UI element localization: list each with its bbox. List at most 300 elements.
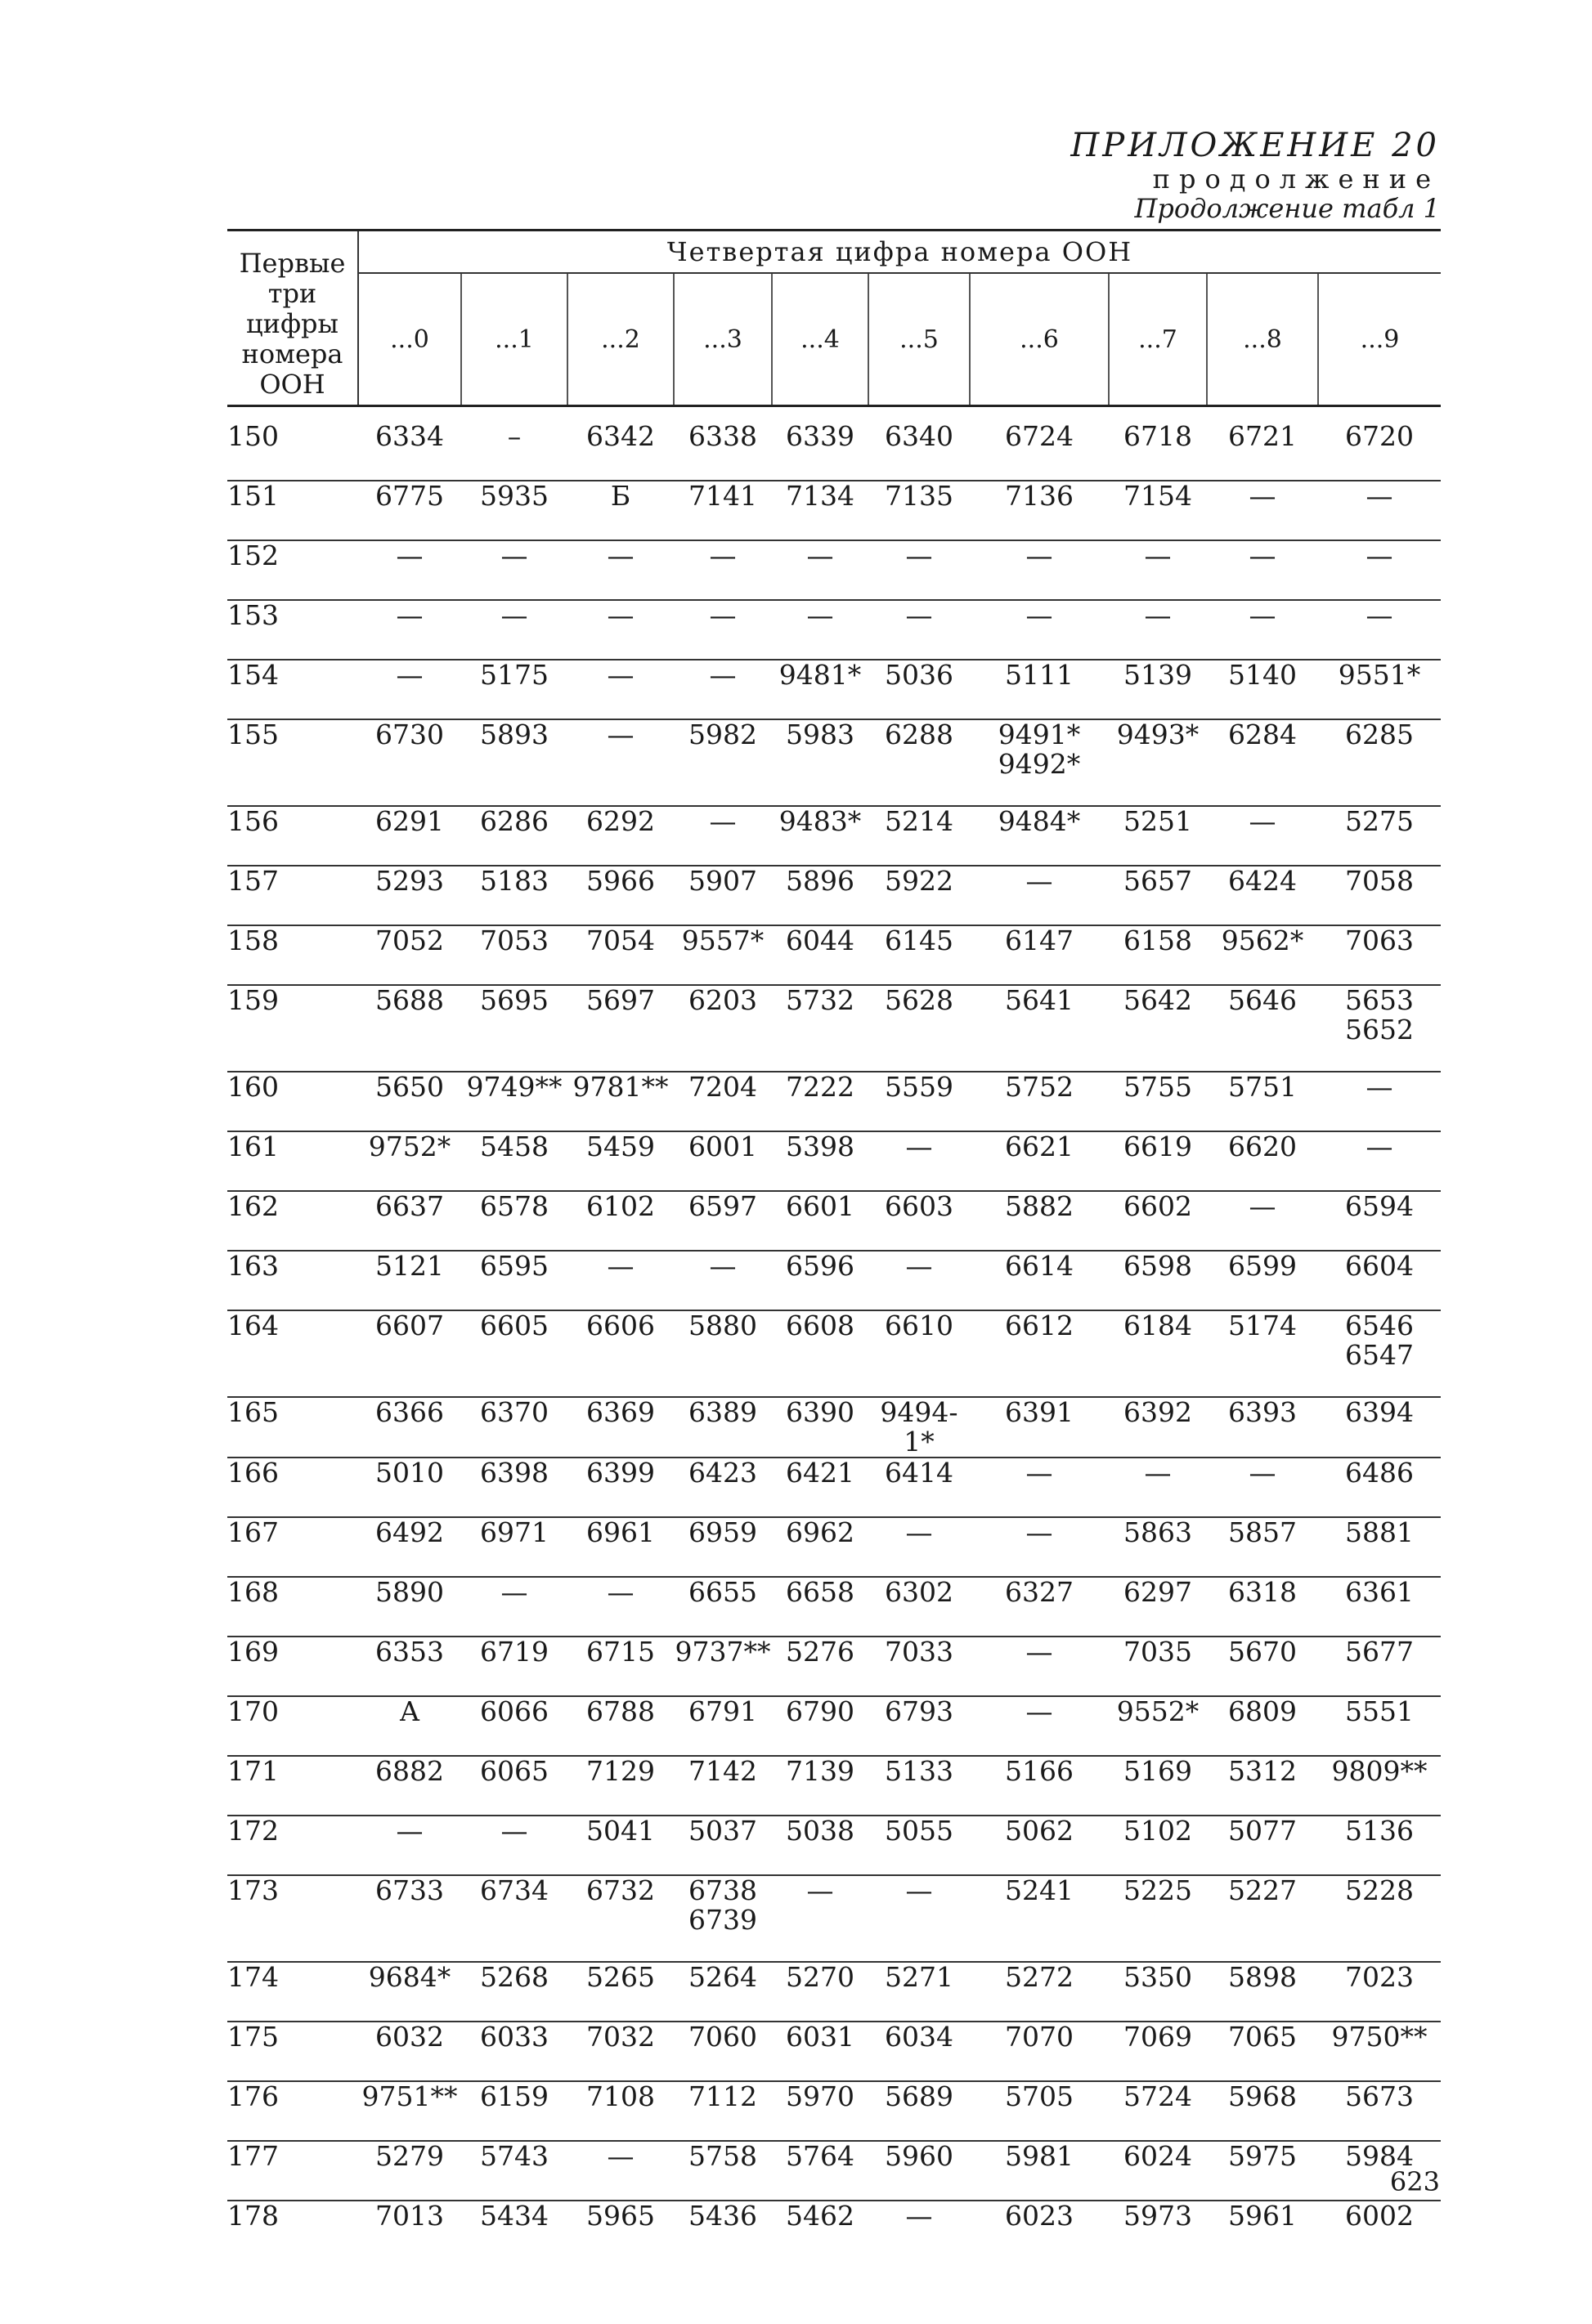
table-cell: 5133 bbox=[868, 1756, 970, 1816]
table-cell: 7070 bbox=[970, 2022, 1109, 2081]
table-cell: — bbox=[674, 600, 772, 660]
table-cell: 5275 bbox=[1318, 806, 1441, 866]
table-cell: 5758 bbox=[674, 2141, 772, 2201]
table-cell: 5225 bbox=[1109, 1875, 1207, 1962]
table-cell: 5981 bbox=[970, 2141, 1109, 2201]
column-header: ...5 bbox=[868, 273, 970, 406]
table-cell: 7013 bbox=[375, 2200, 444, 2232]
table-cell: 7108 bbox=[567, 2081, 674, 2141]
table-cell: 6292 bbox=[567, 806, 674, 866]
table-cell: 7069 bbox=[1109, 2022, 1207, 2081]
table-cell: 6065 bbox=[461, 1756, 567, 1816]
table-cell: — bbox=[868, 540, 970, 600]
table-cell: 6102 bbox=[567, 1191, 674, 1251]
table-row bbox=[227, 481, 1441, 540]
table-cell: 7154 bbox=[1109, 481, 1207, 540]
table-cell: 7058 bbox=[1318, 866, 1441, 925]
table-cell: — bbox=[970, 1517, 1109, 1577]
table-row bbox=[227, 422, 1441, 481]
table-cell: — bbox=[358, 600, 461, 660]
table-cell: 9551* bbox=[1318, 660, 1441, 719]
table-cell: — bbox=[1318, 1072, 1441, 1131]
table-cell: 6730 bbox=[358, 719, 461, 806]
table-cell: 5743 bbox=[461, 2141, 567, 2201]
table-cell: 6147 bbox=[970, 925, 1109, 985]
table-cell: 6604 bbox=[1318, 1251, 1441, 1310]
table-row bbox=[227, 1072, 1441, 1131]
row-key: 161 bbox=[227, 1131, 358, 1191]
table-cell: 5241 bbox=[970, 1875, 1109, 1962]
table-cell: 6971 bbox=[461, 1517, 567, 1577]
table-cell: 6608 bbox=[772, 1310, 868, 1397]
table-cell: 6601 bbox=[772, 1191, 868, 1251]
table-cell: 5276 bbox=[772, 1637, 868, 1696]
row-key: 159 bbox=[227, 985, 358, 1072]
table-cell: 6791 bbox=[674, 1696, 772, 1756]
table-cell: 5175 bbox=[461, 660, 567, 719]
table-cell: 7141 bbox=[674, 481, 772, 540]
table-cell: — bbox=[1207, 600, 1318, 660]
table-cell: 9491* 9492* bbox=[970, 719, 1109, 806]
table-row bbox=[227, 866, 1441, 925]
row-key: 155 bbox=[227, 719, 358, 806]
table-cell: — bbox=[674, 1251, 772, 1310]
table-cell: 6597 bbox=[674, 1191, 772, 1251]
table-cell: 6184 bbox=[1109, 1310, 1207, 1397]
table-cell: — bbox=[970, 1458, 1109, 1517]
table-cell: 6369 bbox=[567, 1397, 674, 1458]
table-cell: 6790 bbox=[772, 1696, 868, 1756]
table-cell: 7035 bbox=[1109, 1637, 1207, 1696]
table-cell: 6034 bbox=[868, 2022, 970, 2081]
table-cell: 6391 bbox=[970, 1397, 1109, 1458]
table-cell: 7065 bbox=[1207, 2022, 1318, 2081]
table-cell: 5863 bbox=[1109, 1517, 1207, 1577]
table-cell: — bbox=[358, 660, 461, 719]
table-cell: 6033 bbox=[461, 2022, 567, 2081]
table-cell: — bbox=[905, 2200, 933, 2232]
table-cell: 9750** bbox=[1318, 2022, 1441, 2081]
row-key: 165 bbox=[227, 1397, 358, 1458]
table-cell: — bbox=[1207, 481, 1318, 540]
table-cell: 5973 bbox=[1123, 2200, 1192, 2232]
table-cell: 6733 bbox=[358, 1875, 461, 1962]
table-cell: 5689 bbox=[868, 2081, 970, 2141]
table-cell: 5279 bbox=[358, 2141, 461, 2201]
table-cell: 5975 bbox=[1207, 2141, 1318, 2201]
table-cell: 7063 bbox=[1318, 925, 1441, 985]
row-header-line: Первые bbox=[239, 247, 346, 279]
table-cell: 5551 bbox=[1318, 1696, 1441, 1756]
table-cell: — bbox=[1207, 1191, 1318, 1251]
table-cell: 6032 bbox=[358, 2022, 461, 2081]
table-cell: 5657 bbox=[1109, 866, 1207, 925]
table-row bbox=[227, 660, 1441, 719]
table-cell: — bbox=[868, 600, 970, 660]
table-cell: 5265 bbox=[567, 1962, 674, 2022]
table-cell: 5966 bbox=[567, 866, 674, 925]
row-header-line: номера bbox=[241, 338, 343, 369]
table-cell: 6610 bbox=[868, 1310, 970, 1397]
table-cell: 6366 bbox=[358, 1397, 461, 1458]
table-cell: 9494-1* bbox=[868, 1397, 970, 1458]
row-key: 152 bbox=[227, 540, 358, 600]
table-cell: 7053 bbox=[461, 925, 567, 985]
table-cell: 5398 bbox=[772, 1131, 868, 1191]
table-cell: — bbox=[1318, 1131, 1441, 1191]
table-row bbox=[227, 540, 1441, 600]
table-cell: 6398 bbox=[461, 1458, 567, 1517]
table-cell: — bbox=[567, 600, 674, 660]
table-cell: — bbox=[970, 600, 1109, 660]
table-cell: 5922 bbox=[868, 866, 970, 925]
row-key: 162 bbox=[227, 1191, 358, 1251]
table-cell: — bbox=[1318, 600, 1441, 660]
column-header: ...2 bbox=[567, 273, 674, 406]
table-cell: 7129 bbox=[567, 1756, 674, 1816]
table-cell: 6721 bbox=[1207, 422, 1318, 481]
table-cell: 6327 bbox=[970, 1577, 1109, 1637]
column-header: ...3 bbox=[674, 273, 772, 406]
table-row bbox=[227, 1875, 1441, 1962]
table-cell: 6793 bbox=[868, 1696, 970, 1756]
column-header: ...6 bbox=[970, 273, 1109, 406]
row-key: 173 bbox=[227, 1875, 358, 1962]
row-key: 151 bbox=[227, 481, 358, 540]
column-group-header: Четвертая цифра номера ООН bbox=[358, 231, 1441, 274]
table-cell: 5139 bbox=[1109, 660, 1207, 719]
table-cell: — bbox=[868, 1131, 970, 1191]
row-key: 164 bbox=[227, 1310, 358, 1397]
table-cell: 6655 bbox=[674, 1577, 772, 1637]
table-cell: 7142 bbox=[674, 1756, 772, 1816]
table-cell: 5102 bbox=[1109, 1816, 1207, 1875]
table-row bbox=[227, 719, 1441, 806]
column-header: ...8 bbox=[1207, 273, 1318, 406]
table-cell: 7023 bbox=[1318, 1962, 1441, 2022]
table-cell: — bbox=[970, 1696, 1109, 1756]
table-cell: — bbox=[1109, 540, 1207, 600]
table-cell: — bbox=[1109, 1458, 1207, 1517]
table-cell: — bbox=[868, 1875, 970, 1962]
table-cell: 5983 bbox=[772, 719, 868, 806]
table-cell: — bbox=[1318, 540, 1441, 600]
table-cell: 6492 bbox=[358, 1517, 461, 1577]
table-cell: 5984 bbox=[1318, 2141, 1441, 2201]
table-cell: 5880 bbox=[674, 1310, 772, 1397]
table-cell: 5010 bbox=[358, 1458, 461, 1517]
table-cell: 7112 bbox=[674, 2081, 772, 2141]
table-cell: — bbox=[674, 660, 772, 719]
table-cell: 6297 bbox=[1109, 1577, 1207, 1637]
table-cell: 5968 bbox=[1207, 2081, 1318, 2141]
table-cell: 5881 bbox=[1318, 1517, 1441, 1577]
table-cell: 5755 bbox=[1109, 1072, 1207, 1131]
table-row bbox=[227, 1816, 1441, 1875]
table-cell: 6788 bbox=[567, 1696, 674, 1756]
table-row bbox=[227, 1131, 1441, 1191]
table-cell: 9557* bbox=[674, 925, 772, 985]
table-cell: 6288 bbox=[868, 719, 970, 806]
column-header: ...9 bbox=[1318, 273, 1441, 406]
table-cell: 6546 6547 bbox=[1318, 1310, 1441, 1397]
table-cell: 6318 bbox=[1207, 1577, 1318, 1637]
table-cell: 6738 6739 bbox=[674, 1875, 772, 1962]
table-cell: 6720 bbox=[1318, 422, 1441, 481]
table-cell: 5982 bbox=[674, 719, 772, 806]
table-cell: — bbox=[358, 540, 461, 600]
table-row bbox=[227, 1696, 1441, 1756]
table-cell: — bbox=[868, 1517, 970, 1577]
table-cell: 5228 bbox=[1318, 1875, 1441, 1962]
table-cell: 5214 bbox=[868, 806, 970, 866]
table-cell: 7136 bbox=[970, 481, 1109, 540]
table-cell: 5121 bbox=[358, 1251, 461, 1310]
table-cell: 6607 bbox=[358, 1310, 461, 1397]
table-cell: 5677 bbox=[1318, 1637, 1441, 1696]
row-key: 160 bbox=[227, 1072, 358, 1131]
table-cell: — bbox=[567, 1251, 674, 1310]
table-cell: 6598 bbox=[1109, 1251, 1207, 1310]
table-cell: 7032 bbox=[567, 2022, 674, 2081]
table-cell: – bbox=[461, 422, 567, 481]
table-cell: 7052 bbox=[358, 925, 461, 985]
table-cell: 5641 bbox=[970, 985, 1109, 1072]
table-cell: 6031 bbox=[772, 2022, 868, 2081]
table-cell: 5673 bbox=[1318, 2081, 1441, 2141]
table-cell: — bbox=[970, 866, 1109, 925]
table-cell: 6606 bbox=[567, 1310, 674, 1397]
table-cell: 6414 bbox=[868, 1458, 970, 1517]
table-cell: 6370 bbox=[461, 1397, 567, 1458]
row-key: 176 bbox=[227, 2081, 358, 2141]
table-cell: 6342 bbox=[567, 422, 674, 481]
table-cell: 6393 bbox=[1207, 1397, 1318, 1458]
table-cell: 5350 bbox=[1109, 1962, 1207, 2022]
table-cell: 6285 bbox=[1318, 719, 1441, 806]
row-key: 166 bbox=[227, 1458, 358, 1517]
table-cell: 5251 bbox=[1109, 806, 1207, 866]
table-cell: 6424 bbox=[1207, 866, 1318, 925]
table-cell: 5646 bbox=[1207, 985, 1318, 1072]
table-cell: 5166 bbox=[970, 1756, 1109, 1816]
table-cell: 6001 bbox=[674, 1131, 772, 1191]
table-cell: 6024 bbox=[1109, 2141, 1207, 2201]
table-cell: 6002 bbox=[1345, 2200, 1414, 2232]
row-key: 167 bbox=[227, 1517, 358, 1577]
table-cell: 9562* bbox=[1207, 925, 1318, 985]
un-number-table bbox=[227, 229, 1441, 2259]
row-key: 172 bbox=[227, 1816, 358, 1875]
table-cell: 6809 bbox=[1207, 1696, 1318, 1756]
table-cell: 7033 bbox=[868, 1637, 970, 1696]
table-cell: — bbox=[970, 540, 1109, 600]
table-cell: 5970 bbox=[772, 2081, 868, 2141]
table-cell: 6719 bbox=[461, 1637, 567, 1696]
table-cell: 6286 bbox=[461, 806, 567, 866]
table-cell: 5893 bbox=[461, 719, 567, 806]
table-cell: Б bbox=[567, 481, 674, 540]
table-row bbox=[227, 1756, 1441, 1816]
table-cell: 6614 bbox=[970, 1251, 1109, 1310]
table-cell: 6044 bbox=[772, 925, 868, 985]
row-key: 153 bbox=[227, 600, 358, 660]
table-cell: 5896 bbox=[772, 866, 868, 925]
table-cell: — bbox=[1318, 481, 1441, 540]
table-row bbox=[227, 1310, 1441, 1397]
table-cell: 5628 bbox=[868, 985, 970, 1072]
table-row bbox=[227, 600, 1441, 660]
table-cell: 9751** bbox=[358, 2081, 461, 2141]
table-cell: 6339 bbox=[772, 422, 868, 481]
table-cell: 5038 bbox=[772, 1816, 868, 1875]
table-cell: — bbox=[1207, 806, 1318, 866]
table-cell: 6334 bbox=[358, 422, 461, 481]
row-key: 156 bbox=[227, 806, 358, 866]
table-cell: 5459 bbox=[567, 1131, 674, 1191]
table-cell: — bbox=[461, 1816, 567, 1875]
table-cell: 5752 bbox=[970, 1072, 1109, 1131]
table-cell: 5041 bbox=[567, 1816, 674, 1875]
table-cell: 5183 bbox=[461, 866, 567, 925]
table-cell: 5434 bbox=[480, 2200, 549, 2232]
page-number: 623 bbox=[1389, 2166, 1440, 2197]
table-continuation-note: Продолжение табл 1 bbox=[1134, 193, 1440, 224]
table-cell: 5174 bbox=[1207, 1310, 1318, 1397]
table-cell: 5462 bbox=[786, 2200, 854, 2232]
table-cell: 7135 bbox=[868, 481, 970, 540]
table-cell: 6158 bbox=[1109, 925, 1207, 985]
table-cell: 6620 bbox=[1207, 1131, 1318, 1191]
row-key: 169 bbox=[227, 1637, 358, 1696]
row-key: 170 bbox=[227, 1696, 358, 1756]
table-row bbox=[227, 1577, 1441, 1637]
table-cell: 5293 bbox=[358, 866, 461, 925]
table-cell: 6718 bbox=[1109, 422, 1207, 481]
row-key: 157 bbox=[227, 866, 358, 925]
table-row bbox=[227, 806, 1441, 866]
table-cell: 5227 bbox=[1207, 1875, 1318, 1962]
row-header-line: ООН bbox=[259, 368, 325, 400]
table-cell: 5935 bbox=[461, 481, 567, 540]
table-cell: 9781** bbox=[567, 1072, 674, 1131]
table-cell: 5650 bbox=[358, 1072, 461, 1131]
table-cell: 6724 bbox=[970, 422, 1109, 481]
table-cell: 5764 bbox=[772, 2141, 868, 2201]
table-cell: 5898 bbox=[1207, 1962, 1318, 2022]
table-cell: 5642 bbox=[1109, 985, 1207, 1072]
table-cell: — bbox=[970, 1637, 1109, 1696]
table-cell: 5724 bbox=[1109, 2081, 1207, 2141]
row-header-line: цифры bbox=[246, 307, 339, 339]
table-cell: 6421 bbox=[772, 1458, 868, 1517]
table-cell: — bbox=[567, 660, 674, 719]
table-cell: 5111 bbox=[970, 660, 1109, 719]
table-cell: 5653 5652 bbox=[1318, 985, 1441, 1072]
table-cell: 5036 bbox=[868, 660, 970, 719]
row-key: 171 bbox=[227, 1756, 358, 1816]
table-cell: 6599 bbox=[1207, 1251, 1318, 1310]
table-cell: 5688 bbox=[358, 985, 461, 1072]
table-cell: — bbox=[567, 1577, 674, 1637]
table-cell: 5705 bbox=[970, 2081, 1109, 2141]
table-cell: 6637 bbox=[358, 1191, 461, 1251]
table-cell: 6394 bbox=[1318, 1397, 1441, 1458]
table-cell: 7060 bbox=[674, 2022, 772, 2081]
table-cell: 6732 bbox=[567, 1875, 674, 1962]
table-cell: 5169 bbox=[1109, 1756, 1207, 1816]
table-cell: 9483* bbox=[772, 806, 868, 866]
table-cell: — bbox=[772, 1875, 868, 1962]
table-cell: 6486 bbox=[1318, 1458, 1441, 1517]
table-cell: 6291 bbox=[358, 806, 461, 866]
table-cell: 6578 bbox=[461, 1191, 567, 1251]
row-key: 168 bbox=[227, 1577, 358, 1637]
table-cell: — bbox=[1207, 540, 1318, 600]
table-cell: 9493* bbox=[1109, 719, 1207, 806]
table-cell: 5037 bbox=[674, 1816, 772, 1875]
table-cell: 5697 bbox=[567, 985, 674, 1072]
table-row bbox=[227, 2022, 1441, 2081]
row-key: 163 bbox=[227, 1251, 358, 1310]
table-cell: 9684* bbox=[358, 1962, 461, 2022]
table-row bbox=[227, 2201, 1441, 2259]
table-cell: 6284 bbox=[1207, 719, 1318, 806]
table-cell: 6775 bbox=[358, 481, 461, 540]
table-cell: 5268 bbox=[461, 1962, 567, 2022]
table-cell: 6961 bbox=[567, 1517, 674, 1577]
table-row bbox=[227, 1637, 1441, 1696]
column-header: ...0 bbox=[358, 273, 461, 406]
table-cell: — bbox=[868, 1251, 970, 1310]
table-cell: 5264 bbox=[674, 1962, 772, 2022]
table-cell: 5960 bbox=[868, 2141, 970, 2201]
table-cell: 6302 bbox=[868, 1577, 970, 1637]
table-cell: 6594 bbox=[1318, 1191, 1441, 1251]
column-header: ...1 bbox=[461, 273, 567, 406]
table-row bbox=[227, 2081, 1441, 2141]
table-cell: 7204 bbox=[674, 1072, 772, 1131]
table-cell: 5559 bbox=[868, 1072, 970, 1131]
table-row bbox=[227, 1251, 1441, 1310]
row-header-cell bbox=[227, 231, 358, 406]
table-row bbox=[227, 1191, 1441, 1251]
table-cell: 5270 bbox=[772, 1962, 868, 2022]
table-cell: 6399 bbox=[567, 1458, 674, 1517]
table-cell: 5890 bbox=[358, 1577, 461, 1637]
table-cell: — bbox=[567, 540, 674, 600]
table-cell: — bbox=[772, 600, 868, 660]
table-cell: 6340 bbox=[868, 422, 970, 481]
table-cell: 6612 bbox=[970, 1310, 1109, 1397]
column-header: ...7 bbox=[1109, 273, 1207, 406]
table-cell: 5961 bbox=[1228, 2200, 1297, 2232]
table-cell: — bbox=[1207, 1458, 1318, 1517]
table-cell: 5436 bbox=[688, 2200, 757, 2232]
table-cell: 6353 bbox=[358, 1637, 461, 1696]
table-cell: 6621 bbox=[970, 1131, 1109, 1191]
table-cell: 6734 bbox=[461, 1875, 567, 1962]
table-cell: — bbox=[461, 1577, 567, 1637]
row-header-line: три bbox=[267, 277, 317, 309]
table-row bbox=[227, 985, 1441, 1072]
table-cell: 7054 bbox=[567, 925, 674, 985]
table-row bbox=[227, 925, 1441, 985]
table-cell: 5271 bbox=[868, 1962, 970, 2022]
table-cell: 6603 bbox=[868, 1191, 970, 1251]
table-cell: — bbox=[567, 719, 674, 806]
table-row bbox=[227, 1397, 1441, 1458]
